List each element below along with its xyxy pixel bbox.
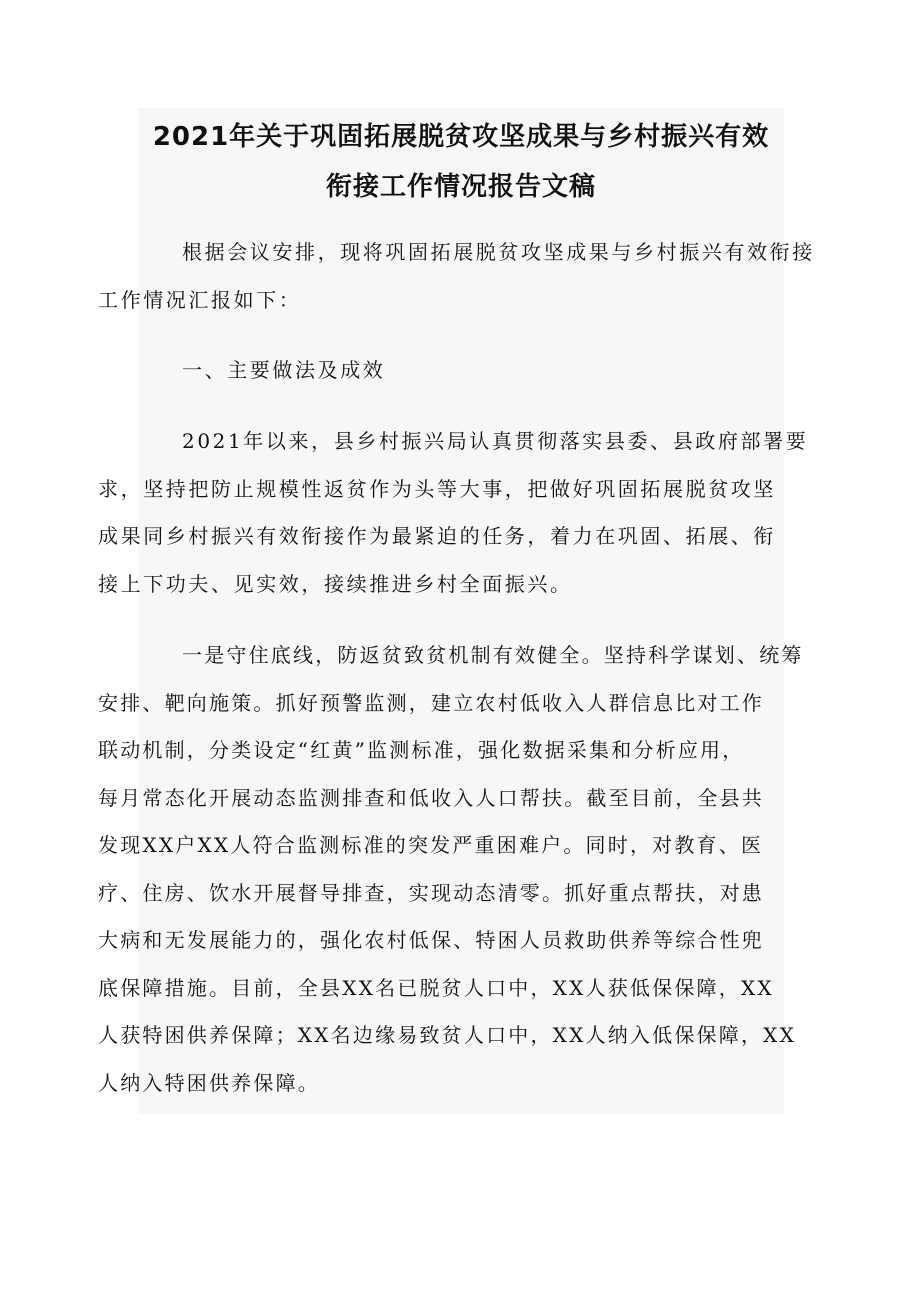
- text-line: 一、主要做法及成效: [182, 358, 386, 382]
- title-line: 2021年关于巩固拓展脱贫攻坚成果与乡村振兴有效: [152, 122, 770, 152]
- title-line: 衔接工作情况报告文稿: [325, 172, 596, 202]
- text-line: 底保障措施。目前，全县XX名已脱贫人口中，XX人获低保保障，XX: [98, 975, 774, 1000]
- text-line: 安排、靶向施策。抓好预警监测，建立农村低收入人群信息比对工作: [98, 690, 764, 715]
- text-line: 接上下功夫、见实效，接续推进乡村全面振兴。: [98, 571, 573, 596]
- text-line: 工作情况汇报如下：: [98, 287, 302, 312]
- text-line: 根据会议安排，现将巩固拓展脱贫攻坚成果与乡村振兴有效衔接: [182, 240, 815, 264]
- text-line: 人纳入特困供养保障。: [98, 1070, 320, 1095]
- section1-paragraph: [98, 418, 809, 608]
- text-line: 发现XX户XX人符合监测标准的突发严重困难户。同时，对教育、医: [98, 833, 764, 857]
- text-line: 一是守住底线，防返贫致贫机制有效健全。坚持科学谋划、统筹: [182, 643, 804, 667]
- text-line: 联动机制，分类设定“红黄”监测标准，强化数据采集和分析应用，: [98, 738, 745, 762]
- text-line: 人获特困供养保障；XX名边缘易致贫人口中，XX人纳入低保保障，XX: [98, 1023, 797, 1047]
- section-heading: [140, 347, 784, 395]
- text-line: 大病和无发展能力的，强化农村低保、特困人员救助供养等综合性兜: [98, 928, 764, 952]
- section2-paragraph: [98, 632, 804, 1107]
- document-title: [138, 112, 784, 212]
- intro-paragraph: [98, 229, 815, 324]
- text-line: 疗、住房、饮水开展督导排查，实现动态清零。抓好重点帮扶，对患: [98, 880, 764, 905]
- text-line: 成果同乡村振兴有效衔接作为最紧迫的任务，着力在巩固、拓展、衔: [98, 524, 776, 548]
- text-line: 求，坚持把防止规模性返贫作为头等大事，把做好巩固拓展脱贫攻坚: [98, 476, 776, 501]
- text-line: 每月常态化开展动态监测排查和低收入人口帮扶。截至目前，全县共: [98, 785, 764, 810]
- text-line: 2021年以来，县乡村振兴局认真贯彻落实县委、县政府部署要: [182, 429, 809, 453]
